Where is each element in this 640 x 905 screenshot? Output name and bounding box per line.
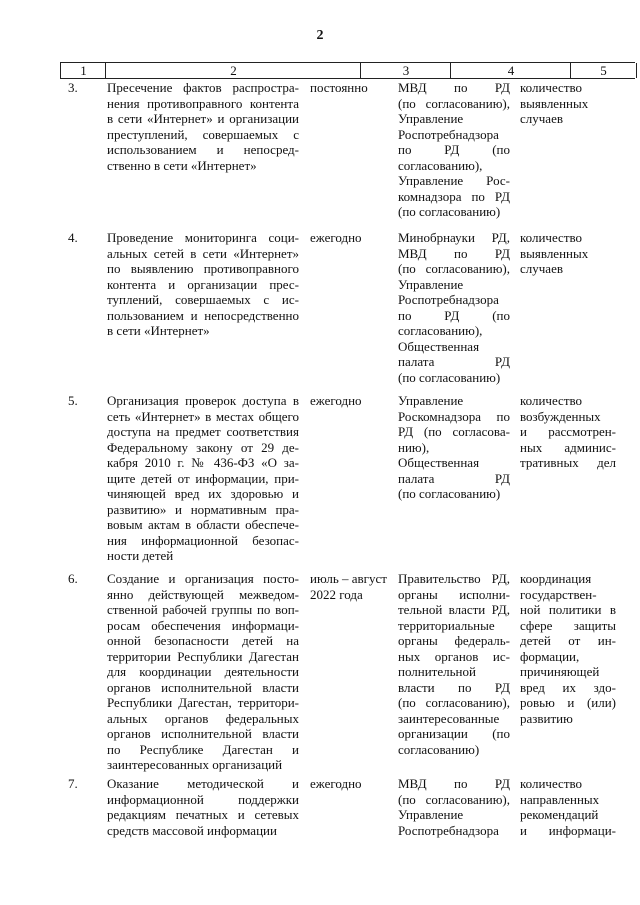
action-line: в сети «Интернет» и организации (107, 111, 299, 126)
indicator-cell (520, 80, 616, 127)
row-number: 7. (68, 776, 78, 791)
page-number: 2 (316, 28, 324, 43)
action-line: использованием и непосред- (107, 142, 299, 157)
executor-line: Управление Рос- (398, 173, 510, 188)
executor-line: (по согласованию), (398, 261, 510, 276)
executor-cell (398, 393, 510, 502)
action-line: Пресечение фактов распростра- (107, 80, 299, 95)
executor-line: тельной власти РД, (398, 602, 510, 617)
row-number: 3. (68, 80, 78, 95)
executor-line: ных органов ис- (398, 648, 510, 664)
executor-line: комнадзора по РД (398, 188, 510, 204)
indicator-line: развитию (520, 710, 573, 726)
indicator-line: количество (520, 80, 583, 95)
executor-line: власти по РД (398, 679, 510, 695)
action-line: туплений, совершаемых с ис- (107, 292, 299, 307)
action-line: по выявлению противоправного (107, 261, 299, 276)
action-line: чиняющей вред их здоровью и (107, 486, 299, 501)
executor-line: Управление (398, 276, 464, 292)
action-line: Оказание методической и (107, 776, 299, 791)
term-line: 2022 года (310, 586, 363, 602)
term-cell (310, 230, 390, 246)
action-line: заинтересованных организаций (107, 757, 283, 772)
executor-line: (по согласованию) (398, 369, 501, 385)
action-line: пользованием и непосредственно (107, 307, 299, 323)
executor-line: МВД по РД (398, 80, 510, 95)
action-line: по Республике Дагестан и (107, 741, 299, 757)
action-line: альных сетей в сети «Интернет» (107, 245, 299, 261)
action-line: ности детей (107, 548, 174, 563)
action-line: органов исполнительной власти (107, 679, 299, 695)
executor-cell (398, 80, 510, 220)
executor-line: (по согласованию) (398, 486, 501, 501)
term-line: ежегодно (310, 393, 362, 408)
header-col-2: 2 (105, 63, 361, 78)
action-line: информационной поддержки (107, 791, 299, 807)
executor-line: палата РД (398, 470, 510, 486)
indicator-line: причиняющей (520, 664, 600, 679)
executor-line: заинтересованные (398, 710, 500, 726)
header-col-4: 4 (450, 63, 571, 78)
action-line: янно действующей межведом- (107, 586, 299, 602)
action-line: Проведение мониторинга соци- (107, 230, 299, 245)
term-line: ежегодно (310, 776, 362, 791)
indicator-cell (520, 776, 616, 838)
executor-line: по РД (по (398, 307, 510, 323)
action-line: территории Республики Дагестан (107, 648, 299, 664)
indicator-cell (520, 230, 616, 277)
executor-line: органы исполни- (398, 586, 510, 602)
indicator-line: вред их здо- (520, 679, 616, 695)
header-col-1: 1 (60, 63, 106, 78)
action-line: органов исполнительной власти (107, 726, 299, 741)
indicator-line: выявленных (520, 245, 589, 261)
executor-line: согласованию), (398, 157, 483, 173)
action-line: преступлений, совершаемых с (107, 126, 299, 142)
term-cell (310, 80, 390, 96)
action-line: росам обеспечения информаци- (107, 617, 299, 633)
term-cell (310, 776, 390, 792)
action-line: ственно в сети «Интернет» (107, 157, 257, 173)
executor-cell (398, 776, 510, 838)
executor-line: Роспотребнадзора (398, 292, 499, 307)
executor-line: полнительной (398, 664, 476, 679)
executor-line: нию), (398, 439, 430, 455)
action-line: ния информационной безопас- (107, 532, 299, 548)
action-cell (107, 80, 299, 173)
executor-line: Минобрнауки РД, (398, 230, 510, 245)
executor-line: Роспотребнадзора (398, 822, 499, 838)
indicator-cell (520, 571, 616, 726)
term-line: июль – август (310, 571, 387, 586)
executor-line: (по согласованию) (398, 204, 501, 219)
term-cell (310, 393, 390, 409)
action-line: развитию» и нормативным пра- (107, 501, 299, 517)
action-line: доступа на предмет соответствия (107, 424, 299, 439)
indicator-line: ной политики в (520, 602, 616, 617)
executor-cell (398, 571, 510, 757)
executor-line: территориальные (398, 617, 495, 633)
action-line: Создание и организация посто- (107, 571, 299, 586)
action-cell (107, 571, 299, 773)
action-line: Федеральному закону от 29 де- (107, 439, 299, 455)
executor-line: Управление (398, 111, 464, 126)
action-cell (107, 393, 299, 564)
executor-line: по РД (по (398, 142, 510, 157)
executor-line: МВД по РД (398, 776, 510, 791)
action-line: редакциям печатных и сетевых (107, 807, 299, 822)
executor-line: МВД по РД (398, 245, 510, 261)
indicator-cell (520, 393, 616, 471)
table-header (60, 62, 635, 79)
indicator-line: государствен- (520, 586, 597, 602)
executor-line: Управление (398, 393, 464, 408)
executor-line: палата РД (398, 354, 510, 369)
indicator-line: количество (520, 776, 583, 791)
indicator-line: рекомендаций (520, 807, 599, 822)
action-line: нения противоправного контента (107, 95, 299, 111)
header-col-5: 5 (570, 63, 637, 78)
executor-line: Роспотребнадзора (398, 126, 499, 142)
action-line: в сети «Интернет» (107, 323, 210, 338)
indicator-line: ных админис- (520, 439, 616, 455)
executor-line: (по согласованию), (398, 695, 510, 710)
action-line: средств массовой информации (107, 822, 277, 838)
indicator-line: случаев (520, 111, 563, 126)
action-line: сеть «Интернет» в местах общего (107, 408, 299, 424)
action-line: кабря 2010 г. № 436-ФЗ «О за- (107, 455, 299, 470)
executor-line: Управление (398, 807, 464, 822)
action-line: альных органов федеральных (107, 710, 299, 726)
executor-line: РД (по согласова- (398, 424, 510, 439)
indicator-line: координация (520, 571, 592, 586)
indicator-line: и информаци- (520, 822, 616, 838)
indicator-line: формации, (520, 648, 580, 664)
action-line: онной безопасности детей на (107, 633, 299, 648)
header-col-3: 3 (360, 63, 451, 78)
executor-line: организации (по (398, 726, 510, 741)
action-cell (107, 776, 299, 838)
executor-line: Роскомнадзора по (398, 408, 510, 424)
row-number: 4. (68, 230, 78, 245)
indicator-line: выявленных (520, 95, 589, 111)
row-number: 6. (68, 571, 78, 586)
action-line: Республики Дагестан, территори- (107, 695, 299, 710)
executor-line: (по согласованию), (398, 95, 510, 111)
executor-line: Общественная (398, 455, 480, 470)
executor-line: согласованию), (398, 323, 483, 338)
action-line: для координации деятельности (107, 664, 299, 679)
indicator-line: возбужденных (520, 408, 601, 424)
action-cell (107, 230, 299, 339)
executor-line: Общественная (398, 338, 480, 354)
action-line: щите детей от информации, при- (107, 470, 299, 486)
action-line: вовым актам в области обеспече- (107, 517, 299, 532)
term-line: ежегодно (310, 230, 362, 245)
executor-cell (398, 230, 510, 385)
executor-line: Правительство РД, (398, 571, 510, 586)
term-line: постоянно (310, 80, 368, 95)
indicator-line: и рассмотрен- (520, 424, 616, 439)
indicator-line: ровью и (или) (520, 695, 616, 710)
action-line: контента и организации прес- (107, 276, 299, 292)
indicator-line: сфере защиты (520, 617, 616, 633)
action-line: Организация проверок доступа в (107, 393, 299, 408)
indicator-line: случаев (520, 261, 563, 276)
executor-line: (по согласованию), (398, 791, 510, 807)
indicator-line: количество (520, 230, 583, 245)
executor-line: органы федераль- (398, 633, 510, 648)
action-line: ственной рабочей группы по воп- (107, 602, 299, 617)
indicator-line: тративных дел (520, 455, 616, 470)
executor-line: согласованию) (398, 741, 480, 757)
row-number: 5. (68, 393, 78, 408)
indicator-line: количество (520, 393, 583, 408)
indicator-line: направленных (520, 791, 600, 807)
term-cell (310, 571, 390, 602)
indicator-line: детей от ин- (520, 633, 616, 648)
